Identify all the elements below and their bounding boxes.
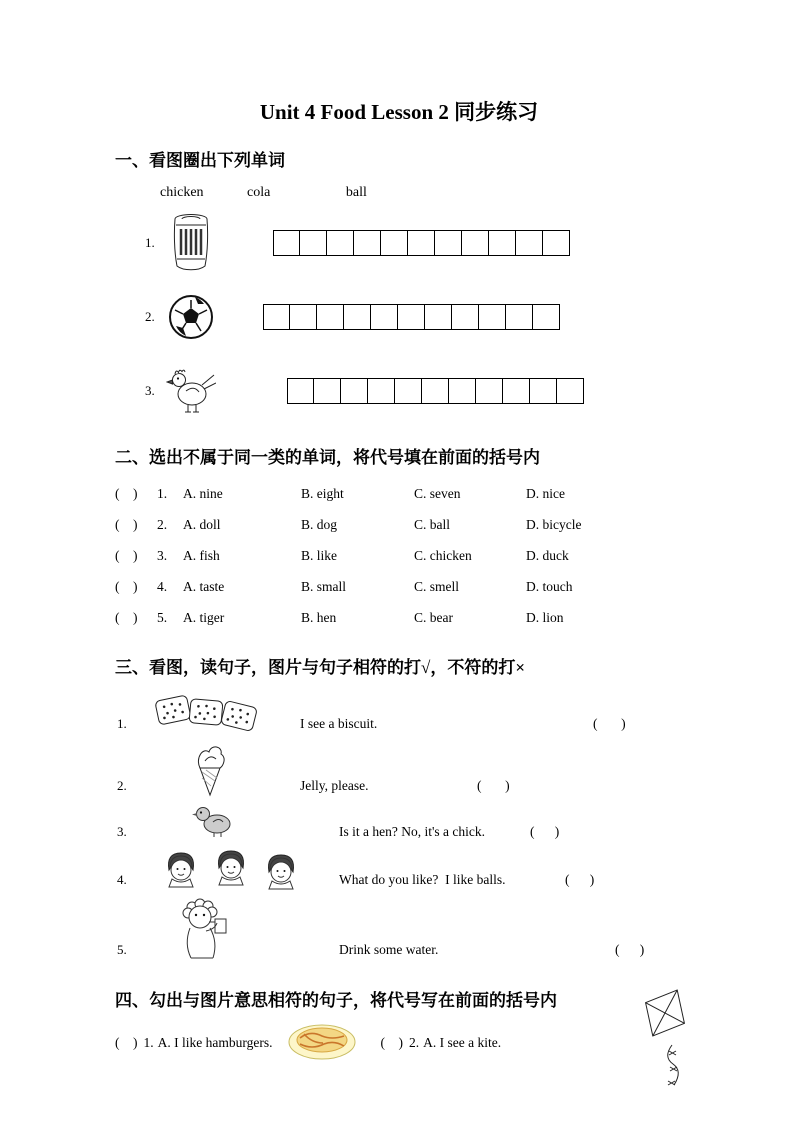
answer-bracket: ( ) [115, 517, 138, 532]
letter-cell [476, 378, 503, 404]
section1-header: 一、看图圈出下列单词 [115, 151, 285, 170]
option-c: C. smell [414, 579, 460, 594]
sentence: I see a biscuit. [300, 716, 378, 731]
section4-header: 四、勾出与图片意思相符的句子，将代号写在前面的括号内 [115, 991, 557, 1010]
question-number: 4. [157, 579, 168, 594]
question-number: 1. [157, 486, 168, 501]
section3-header: 三、看图，读句子，图片与句子相符的打√，不符的打× [115, 658, 526, 677]
letter-cell [449, 378, 476, 404]
answer-bracket: ( ) [115, 548, 138, 563]
letter-cell [543, 230, 570, 256]
letter-cell [341, 378, 368, 404]
children-icon [157, 850, 305, 894]
question-number: 2. [157, 517, 168, 532]
letter-cell [263, 304, 290, 330]
answer-bracket: ( ) [530, 824, 560, 839]
question-row [115, 509, 733, 540]
letter-cell [408, 230, 435, 256]
answer-bracket: ( ) [115, 486, 138, 501]
letter-cell [344, 304, 371, 330]
letter-cell [381, 230, 408, 256]
letter-cell [516, 230, 543, 256]
item-number: 2. [117, 778, 127, 793]
answer-bracket: ( ) [115, 579, 138, 594]
letter-cell [452, 304, 479, 330]
option-b: B. dog [301, 517, 338, 532]
item-number: 2. [145, 309, 155, 324]
page-title: Unit 4 Food Lesson 2 同步练习 [259, 100, 539, 124]
option-text: A. I see a kite. [423, 1035, 502, 1050]
option-c: C. chicken [414, 548, 472, 563]
letter-cell [462, 230, 489, 256]
letter-grid-3 [287, 378, 584, 404]
letter-cell [290, 304, 317, 330]
answer-bracket: ( ) [593, 716, 626, 731]
item-number: 1. [117, 716, 127, 731]
letter-cell [371, 304, 398, 330]
tf-item [115, 740, 733, 802]
cola-can-icon [165, 213, 217, 273]
letter-cell [533, 304, 560, 330]
sentence: Drink some water. [339, 942, 439, 957]
option-a: A. nine [183, 486, 223, 501]
letter-grid-1 [273, 230, 570, 256]
letter-cell [479, 304, 506, 330]
option-b: B. eight [301, 486, 344, 501]
tf-item [115, 896, 733, 966]
option-b: B. like [301, 548, 337, 563]
letter-cell [422, 378, 449, 404]
option-c: C. ball [414, 517, 450, 532]
letter-cell [354, 230, 381, 256]
letter-cell [557, 378, 584, 404]
sentence: Is it a hen? No, it's a chick. [339, 824, 486, 839]
answer-bracket: ( ) [380, 1035, 403, 1050]
sentence: What do you like? I like balls. [339, 872, 506, 887]
word-bank [115, 185, 733, 201]
letter-cell [287, 378, 314, 404]
letter-cell [314, 378, 341, 404]
option-a: A. taste [183, 579, 225, 594]
word-chicken: chicken [160, 185, 204, 200]
option-b: B. hen [301, 610, 337, 625]
answer-bracket: ( ) [565, 872, 595, 887]
answer-bracket: ( ) [115, 610, 138, 625]
option-text: A. I like hamburgers. [157, 1035, 273, 1050]
letter-cell [435, 230, 462, 256]
option-a: A. tiger [183, 610, 225, 625]
question-number: 2. [408, 1035, 420, 1050]
hen-icon [165, 365, 217, 417]
option-d: D. bicycle [526, 517, 582, 532]
letter-cell [395, 378, 422, 404]
letter-grid-2 [263, 304, 560, 330]
sentence: Jelly, please. [300, 778, 369, 793]
chick-icon [191, 804, 237, 838]
tf-item [115, 684, 733, 740]
letter-cell [489, 230, 516, 256]
circle-word-row [115, 285, 733, 349]
circle-word-row [115, 359, 733, 423]
soccer-ball-icon [165, 293, 217, 341]
tf-item [115, 802, 733, 848]
option-a: A. doll [183, 517, 221, 532]
letter-cell [506, 304, 533, 330]
question-row [115, 602, 733, 633]
letter-cell [503, 378, 530, 404]
option-c: C. seven [414, 486, 461, 501]
odd-one-out-list [115, 478, 733, 633]
option-d: D. lion [526, 610, 564, 625]
word-ball: ball [345, 185, 367, 200]
ice-cream-icon [193, 742, 227, 798]
question-row [115, 478, 733, 509]
option-d: D. touch [526, 579, 573, 594]
answer-bracket: ( ) [615, 942, 645, 957]
word-cola: cola [247, 185, 271, 200]
tf-item [115, 848, 733, 896]
option-a: A. fish [183, 548, 220, 563]
option-d: D. nice [526, 486, 565, 501]
item-number: 4. [117, 872, 127, 887]
letter-cell [300, 230, 327, 256]
option-c: C. bear [414, 610, 453, 625]
question-number: 5. [157, 610, 168, 625]
drinking-boy-icon [177, 898, 235, 962]
biscuits-icon [153, 690, 258, 736]
item-number: 5. [117, 942, 127, 957]
letter-cell [327, 230, 354, 256]
true-false-list [115, 684, 733, 966]
section2-header: 二、选出不属于同一类的单词，将代号填在前面的括号内 [115, 448, 540, 467]
option-d: D. duck [526, 548, 569, 563]
question-row [115, 571, 733, 602]
item-number: 3. [117, 824, 127, 839]
answer-bracket: ( ) [115, 1035, 138, 1050]
circle-word-row [115, 211, 733, 275]
letter-cell [530, 378, 557, 404]
noodles-plate-icon [286, 1018, 358, 1068]
option-b: B. small [301, 579, 347, 594]
letter-cell [368, 378, 395, 404]
question-row [115, 540, 733, 571]
question-number: 3. [157, 548, 168, 563]
kite-icon [625, 985, 705, 1094]
item-number: 3. [145, 383, 155, 398]
item-number: 1. [145, 235, 155, 250]
letter-cell [273, 230, 300, 256]
letter-cell [398, 304, 425, 330]
letter-cell [317, 304, 344, 330]
letter-cell [425, 304, 452, 330]
question-number: 1. [143, 1035, 154, 1050]
answer-bracket: ( ) [477, 778, 510, 793]
